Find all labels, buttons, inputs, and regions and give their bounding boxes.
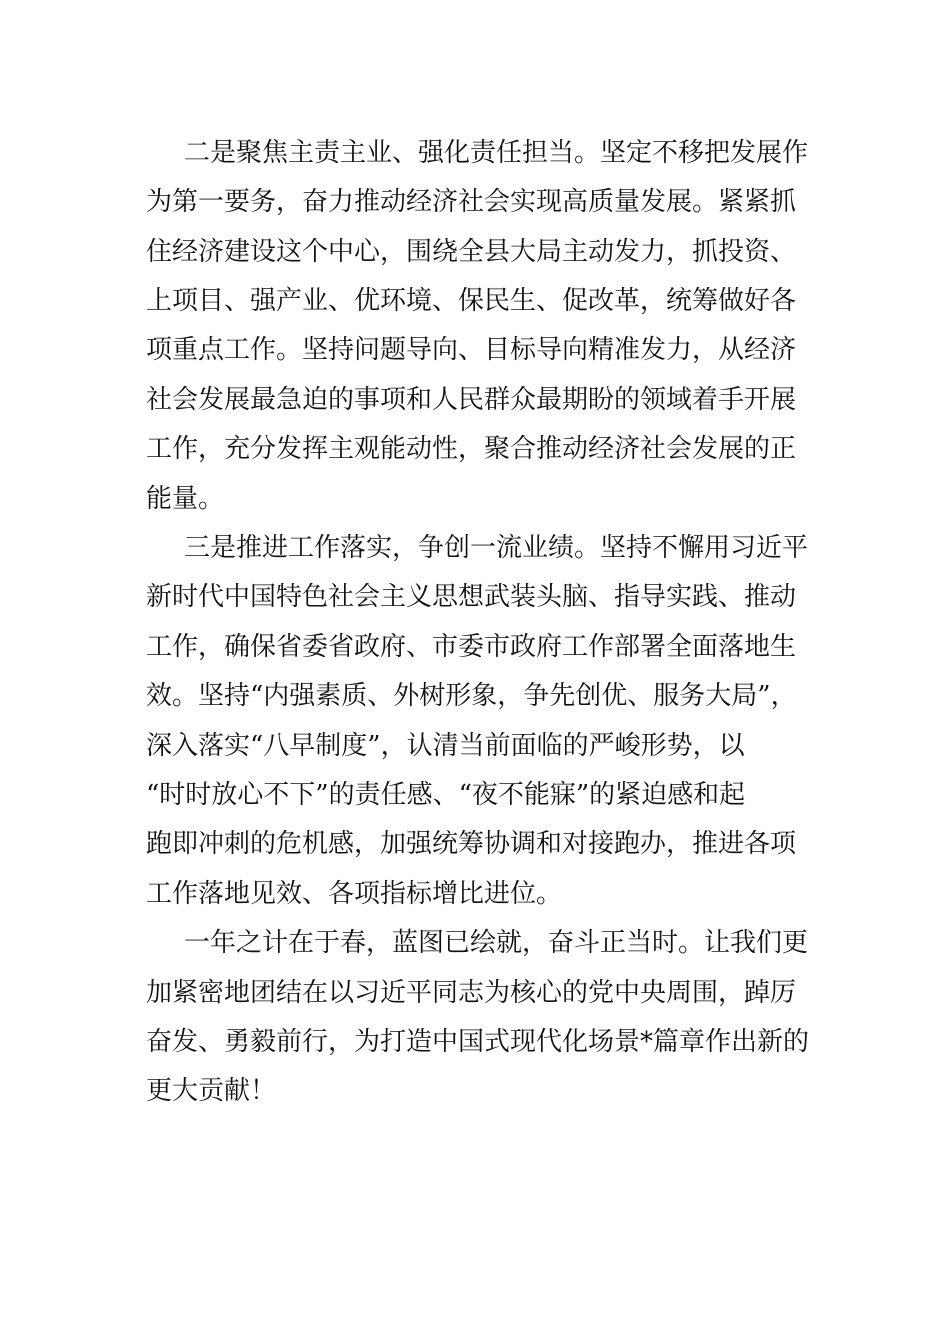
- paragraph-line: 二是聚焦主责主业、强化责任担当。坚定不移把发展作: [184, 138, 809, 168]
- paragraph-line: 三是推进工作落实，争创一流业绩。坚持不懈用习近平: [184, 533, 809, 563]
- paragraph-line: 一年之计在于春，蓝图已绘就，奋斗正当时。让我们更: [184, 928, 809, 958]
- paragraph-line: 社会发展最急迫的事项和人民群众最期盼的领域着手开展: [146, 385, 797, 415]
- paragraph-line: 项重点工作。坚持问题导向、目标导向精准发力，从经济: [146, 335, 797, 365]
- paragraph-line: 工作，充分发挥主观能动性，聚合推动经济社会发展的正: [146, 434, 797, 464]
- paragraph-line: 住经济建设这个中心，围绕全县大局主动发力，抓投资、: [146, 237, 797, 267]
- paragraph-line: 新时代中国特色社会主义思想武装头脑、指导实践、推动: [146, 582, 797, 612]
- paragraph-line: 能量。: [146, 484, 225, 514]
- paragraph-line: 为第一要务，奋力推动经济社会实现高质量发展。紧紧抓: [146, 187, 797, 217]
- paragraph-line: 工作落地见效、各项指标增比进位。: [146, 879, 563, 909]
- paragraph-line: 跑即冲刺的危机感，加强统筹协调和对接跑办，推进各项: [146, 829, 797, 859]
- paragraph-line: 深入落实“八早制度”，认清当前面临的严峻形势，以: [146, 731, 745, 761]
- paragraph-line: 工作，确保省委省政府、市委市政府工作部署全面落地生: [146, 632, 797, 662]
- paragraph-line: 效。坚持“内强素质、外树形象，争先创优、服务大局”，: [146, 681, 797, 711]
- paragraph-line: 上项目、强产业、优环境、保民生、促改革，统筹做好各: [146, 286, 797, 316]
- paragraph-line: “时时放心不下”的责任感、“夜不能寐”的紧迫感和起: [146, 780, 746, 810]
- paragraph-line: 更大贡献！: [146, 1076, 277, 1106]
- paragraph-line: 加紧密地团结在以习近平同志为核心的党中央周围，踔厉: [146, 978, 797, 1008]
- paragraph-line: 奋发、勇毅前行，为打造中国式现代化场景*篇章作出新的: [146, 1027, 810, 1057]
